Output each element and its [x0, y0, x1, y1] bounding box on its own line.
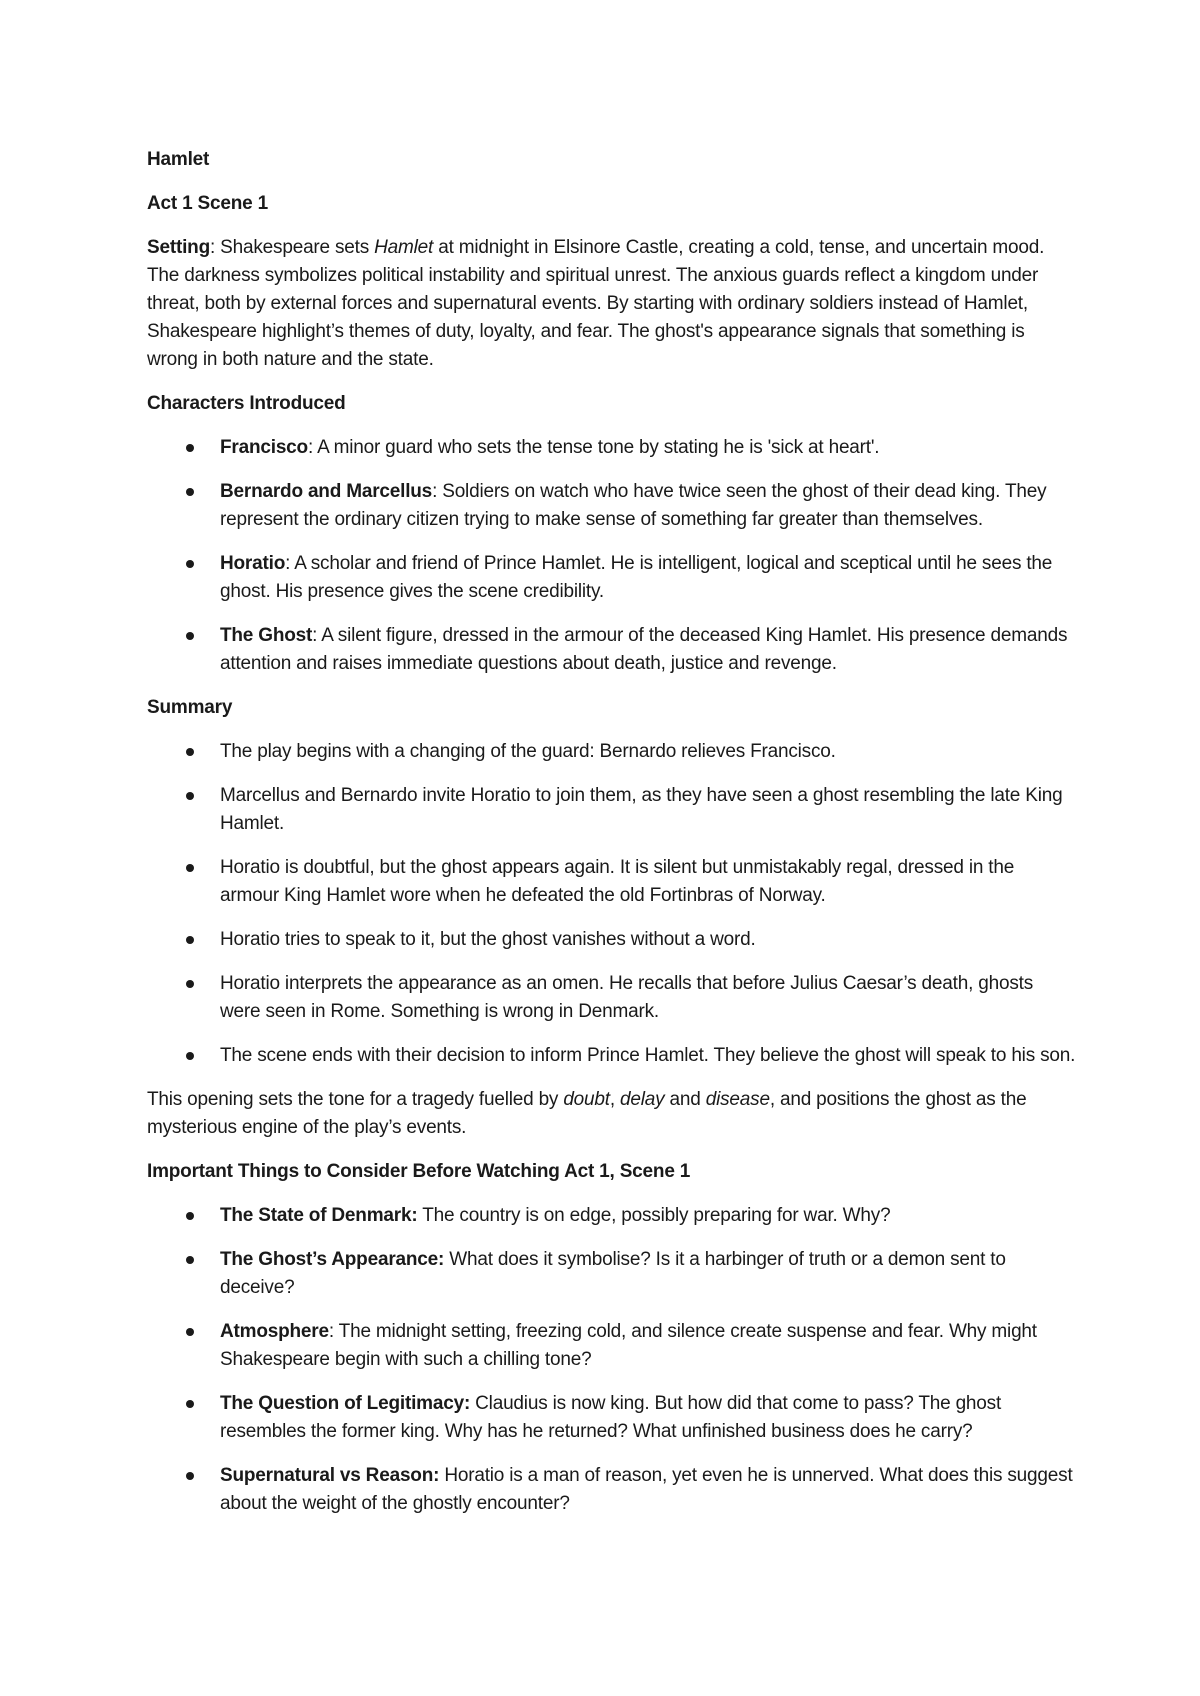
- bullet-icon: [186, 748, 194, 756]
- bullet-icon: [186, 792, 194, 800]
- character-description: : A silent figure, dressed in the armour of the deceased King Hamlet. His presence demands attention and raises immediate questions about death, justice and revenge.: [220, 625, 1068, 674]
- bullet-icon: [186, 632, 194, 640]
- closing-italic-doubt: doubt: [563, 1089, 610, 1110]
- list-item: [147, 1390, 1077, 1446]
- bullet-icon: [186, 936, 194, 944]
- document-page: [147, 146, 1077, 1534]
- closing-text: This opening sets the tone for a tragedy fuelled by: [147, 1089, 564, 1110]
- consider-label: Supernatural vs Reason:: [220, 1465, 440, 1486]
- consider-label: Atmosphere: [220, 1321, 329, 1342]
- list-item: [147, 926, 1077, 954]
- summary-text: The play begins with a changing of the guard: Bernardo relieves Francisco.: [220, 741, 836, 762]
- bullet-icon: [186, 488, 194, 496]
- list-item: [147, 1246, 1077, 1302]
- list-item: [147, 434, 1077, 462]
- list-item: [147, 478, 1077, 534]
- closing-text: , and positions the ghost as the mysterious engine of the play’s events.: [147, 1089, 1027, 1138]
- list-item: [147, 1202, 1077, 1230]
- bullet-icon: [186, 444, 194, 452]
- setting-label: Setting: [147, 237, 210, 258]
- list-item: [147, 1462, 1077, 1518]
- consider-text: Horatio is a man of reason, yet even he is unnerved. What does this suggest about the weight of the ghostly encounter?: [220, 1465, 1073, 1514]
- closing-italic-delay: delay: [620, 1089, 665, 1110]
- list-item: [147, 550, 1077, 606]
- closing-paragraph: [147, 1086, 1077, 1142]
- list-item: [147, 854, 1077, 910]
- list-item: [147, 1318, 1077, 1374]
- closing-text: and: [664, 1089, 706, 1110]
- act-heading: Act 1 Scene 1: [147, 193, 268, 214]
- characters-list: [147, 434, 1077, 678]
- summary-text: Horatio tries to speak to it, but the ghost vanishes without a word.: [220, 929, 756, 950]
- consider-label: The Question of Legitimacy:: [220, 1393, 471, 1414]
- character-name: Horatio: [220, 553, 286, 574]
- bullet-icon: [186, 1052, 194, 1060]
- closing-text: ,: [609, 1089, 621, 1110]
- consider-heading: Important Things to Consider Before Watching Act 1, Scene 1: [147, 1161, 691, 1182]
- summary-text: Horatio interprets the appearance as an omen. He recalls that before Julius Caesar’s death, ghosts were seen in Rome. Something is wrong in Denmark.: [220, 973, 1034, 1022]
- character-name: The Ghost: [220, 625, 313, 646]
- list-item: [147, 622, 1077, 678]
- consider-label: The Ghost’s Appearance:: [220, 1249, 445, 1270]
- summary-list: [147, 738, 1077, 1070]
- document-title: Hamlet: [147, 149, 210, 170]
- characters-heading: Characters Introduced: [147, 393, 346, 414]
- summary-text: The scene ends with their decision to inform Prince Hamlet. They believe the ghost will speak to his son.: [220, 1045, 1076, 1066]
- list-item: [147, 970, 1077, 1026]
- setting-text-after: at midnight in Elsinore Castle, creating a cold, tense, and uncertain mood. The darkness symbolizes political instability and spiritual unrest. The anxious guards reflect a kingdom under threat, both by external forces and supernatural events. By starting with ordinary soldiers instead of Hamlet, Shakespeare highlight’s themes of duty, loyalty, and fear. The ghost's appearance signals that something is wrong in both nature and the state.: [147, 237, 1045, 370]
- consider-text: Claudius is now king. But how did that come to pass? The ghost resembles the former king. Why has he returned? What unfinished business does he carry?: [220, 1393, 1002, 1442]
- bullet-icon: [186, 1400, 194, 1408]
- bullet-icon: [186, 980, 194, 988]
- character-name: Francisco: [220, 437, 308, 458]
- setting-italic-title: Hamlet: [374, 237, 434, 258]
- bullet-icon: [186, 1328, 194, 1336]
- bullet-icon: [186, 1472, 194, 1480]
- summary-text: Marcellus and Bernardo invite Horatio to join them, as they have seen a ghost resembling the late King Hamlet.: [220, 785, 1063, 834]
- closing-italic-disease: disease: [705, 1089, 770, 1110]
- bullet-icon: [186, 1256, 194, 1264]
- consider-label: The State of Denmark:: [220, 1205, 418, 1226]
- consider-text: The country is on edge, possibly preparing for war. Why?: [417, 1205, 891, 1226]
- character-description: : Soldiers on watch who have twice seen the ghost of their dead king. They represent the ordinary citizen trying to make sense of something far greater than themselves.: [220, 481, 1047, 530]
- summary-text: Horatio is doubtful, but the ghost appears again. It is silent but unmistakably regal, dressed in the armour King Hamlet wore when he defeated the old Fortinbras of Norway.: [220, 857, 1015, 906]
- list-item: [147, 1042, 1077, 1070]
- bullet-icon: [186, 864, 194, 872]
- character-description: : A minor guard who sets the tense tone by stating he is 'sick at heart'.: [307, 437, 880, 458]
- consider-text: : The midnight setting, freezing cold, and silence create suspense and fear. Why might Shakespeare begin with such a chilling tone?: [220, 1321, 1037, 1370]
- list-item: [147, 738, 1077, 766]
- bullet-icon: [186, 560, 194, 568]
- summary-heading: Summary: [147, 697, 233, 718]
- consider-list: [147, 1202, 1077, 1518]
- bullet-icon: [186, 1212, 194, 1220]
- character-name: Bernardo and Marcellus: [220, 481, 433, 502]
- consider-text: What does it symbolise? Is it a harbinger of truth or a demon sent to deceive?: [220, 1249, 1006, 1298]
- setting-paragraph: [147, 234, 1077, 374]
- character-description: : A scholar and friend of Prince Hamlet. He is intelligent, logical and sceptical until he sees the ghost. His presence gives the scene credibility.: [220, 553, 1053, 602]
- list-item: [147, 782, 1077, 838]
- setting-text-before: : Shakespeare sets: [210, 237, 375, 258]
